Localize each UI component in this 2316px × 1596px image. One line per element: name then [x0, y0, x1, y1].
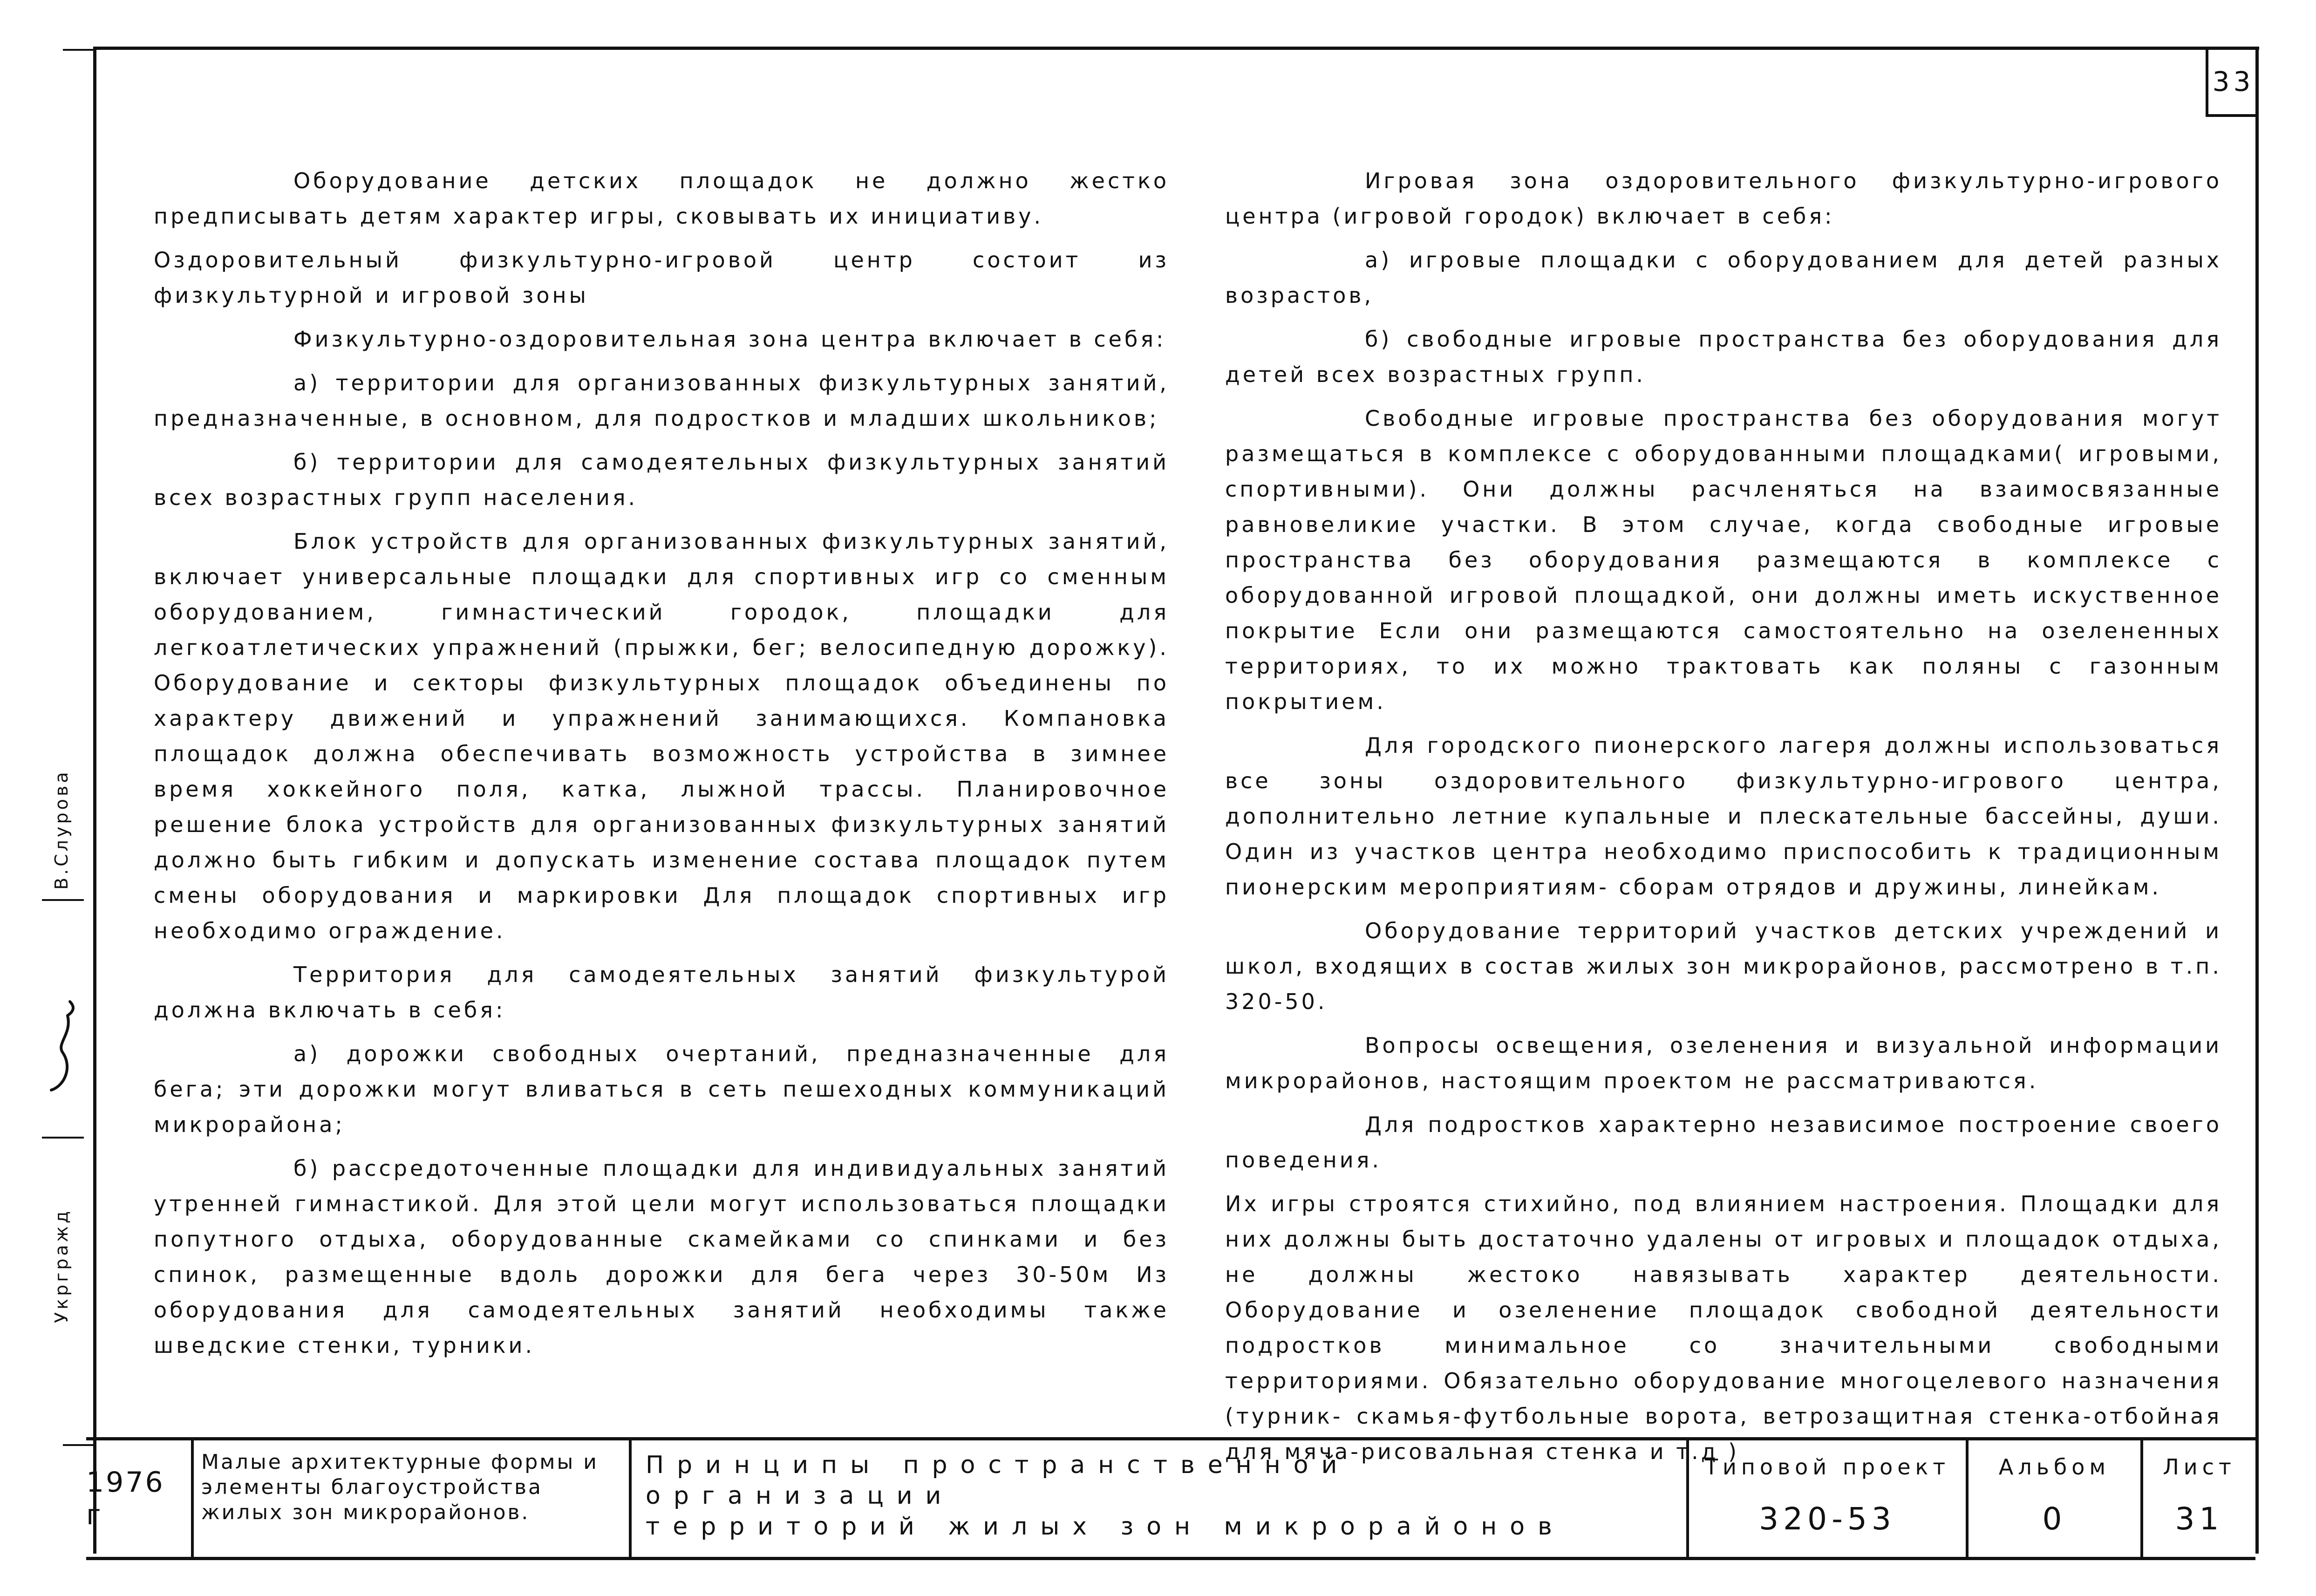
- paragraph: Физкультурно-оздоровительная зона центра включает в себя:: [293, 327, 1166, 352]
- paragraph: Игровая зона оздоровительного физкультурно-игрового центра (игровой городок) включает в себя:: [1225, 168, 2222, 229]
- paragraph: Свободные игровые пространства без оборудования могут размещаться в комплексе с оборудованными площадками( игровыми, спортивными). Они должны расчленяться на взаимосвязанные равновеликие участки. В этом случае, когда свободные игровые пространства без оборудования размещаются в комплексе с оборудованной игровой площадкой, они должны иметь искуственное покрытие Если они размещаются самостоятельно на озелененных территориях, то их можно трактовать как поляны с газонным покрытием.: [1225, 406, 2222, 714]
- right-text-column: [1225, 163, 2222, 1478]
- paragraph: Оздоровительный физкультурно-игровой центр состоит из физкультурной и игровой зоны: [154, 247, 1169, 308]
- list-item: а) игровые площадки с оборудованием для детей разных возрастов,: [1225, 247, 2222, 308]
- album-value: 0: [2042, 1501, 2067, 1537]
- paragraph: Блок устройств для организованных физкультурных занятий, включает универсальные площадки для спортивных игр со сменным оборудованием, гимнастический городок, площадки для легкоатлетических упражнений (прыжки, бег; велосипедную дорожку). Оборудование и секторы физкультурных площадок объединены по характеру движений и упражнений занимающихся. Компановка площадок должна обеспечивать возможность устройства в зимнее время хоккейного поля, катка, лыжной трассы. Планировочное решение блока устройств для организованных физкультурных занятий должно быть гибким и допускать изменение состава площадок путем смены оборудования и маркировки Для площадок спортивных игр необходимо ограждение.: [154, 529, 1169, 943]
- sheet-cell: [2140, 1440, 2255, 1557]
- project-number: 320-53: [1759, 1501, 1896, 1537]
- project-cell: [1686, 1440, 1966, 1557]
- project-label: Типовой проект: [1704, 1454, 1950, 1480]
- list-item: а) территории для организованных физкультурных занятий, предназначенные, в основном, для подростков и младших школьников;: [154, 370, 1169, 431]
- paragraph: Оборудование территорий участков детских учреждений и школ, входящих в состав жилых зон микрорайонов, рассмотрено в т.п. 320-50.: [1225, 918, 2222, 1014]
- paragraph: Для городского пионерского лагеря должны использоваться все зоны оздоровительного физкультурно-игрового центра, дополнительно летние купальные и плескательные бассейны, души. Один из участков центра необходимо приспособить к традиционным пионерским мероприятиям- сборам отрядов и дружины, линейкам.: [1225, 733, 2222, 900]
- album-cell: [1966, 1440, 2140, 1557]
- page-number: 33: [2206, 49, 2258, 117]
- frame-right-border: [2255, 47, 2259, 1554]
- paragraph: Оборудование детских площадок не должно жестко предписывать детям характер игры, сковывать их инициативу.: [154, 168, 1169, 229]
- list-item: б) рассредоточенные площадки для индивидуальных занятий утренней гимнастикой. Для этой цели могут использоваться площадки попутного отдыха, оборудованные скамейками со спинками и без спинок, размещенные вдоль дорожки для бега через 30-50м Из оборудования для самодеятельных занятий необходимы также шведские стенки, турники.: [154, 1156, 1169, 1358]
- left-text-column: [154, 163, 1169, 1371]
- author-name: В.Слурова: [51, 769, 72, 890]
- list-item: б) территории для самодеятельных физкультурных занятий всех возрастных групп населения.: [154, 450, 1169, 510]
- album-label: Альбом: [1998, 1454, 2111, 1480]
- sheet-number: 31: [2175, 1501, 2224, 1537]
- paragraph: Их игры строятся стихийно, под влиянием настроения. Площадки для них должны быть достаточно удалены от игровых и площадок отдыха, не должны жестоко навязывать характер деятельности. Оборудование и озеленение площадок свободной деятельности подростков минимальное со значительными свободными территориями. Обязательно оборудование многоцелевого назначения (турник- скамья-футбольные ворота, ветрозащитная стенка-отбойная для мяча-рисовальная стенка и т.д ): [1225, 1191, 2222, 1464]
- frame-tick: [63, 49, 95, 51]
- paragraph: Территория для самодеятельных занятий физкультурой должна включать в себя:: [154, 962, 1169, 1023]
- paragraph: Вопросы освещения, озеленения и визуальной информации микрорайонов, настоящим проектом не рассматриваются.: [1225, 1033, 2222, 1093]
- handwritten-signature: [47, 997, 79, 1099]
- organization-name: Укргражд: [51, 1208, 72, 1323]
- sheet-title-line: территорий жилых зон микрорайонов: [646, 1513, 1565, 1541]
- frame-left-border: [93, 47, 96, 1554]
- frame-top-border: [93, 47, 2259, 50]
- description-cell: Малые архитектурные формы и элементы благоустройства жилых зон микрорайонов.: [191, 1440, 629, 1557]
- year-cell: 1976 г: [86, 1466, 165, 1531]
- paragraph: Для подростков характерно независимое построение своего поведения.: [1225, 1112, 2222, 1173]
- sheet-title-line: Принципы пространственной организации: [646, 1451, 1350, 1510]
- title-block: [86, 1437, 2255, 1560]
- sheet-label: Лист: [2163, 1454, 2236, 1480]
- signature-divider: [42, 899, 84, 901]
- list-item: б) свободные игровые пространства без оборудования для детей всех возрастных групп.: [1225, 327, 2222, 387]
- list-item: а) дорожки свободных очертаний, предназначенные для бега; эти дорожки могут вливаться в сеть пешеходных коммуникаций микрорайона;: [154, 1041, 1169, 1137]
- signature-divider: [42, 1137, 84, 1139]
- sheet-title-cell: [629, 1440, 1686, 1557]
- signature-strip: [33, 736, 93, 1435]
